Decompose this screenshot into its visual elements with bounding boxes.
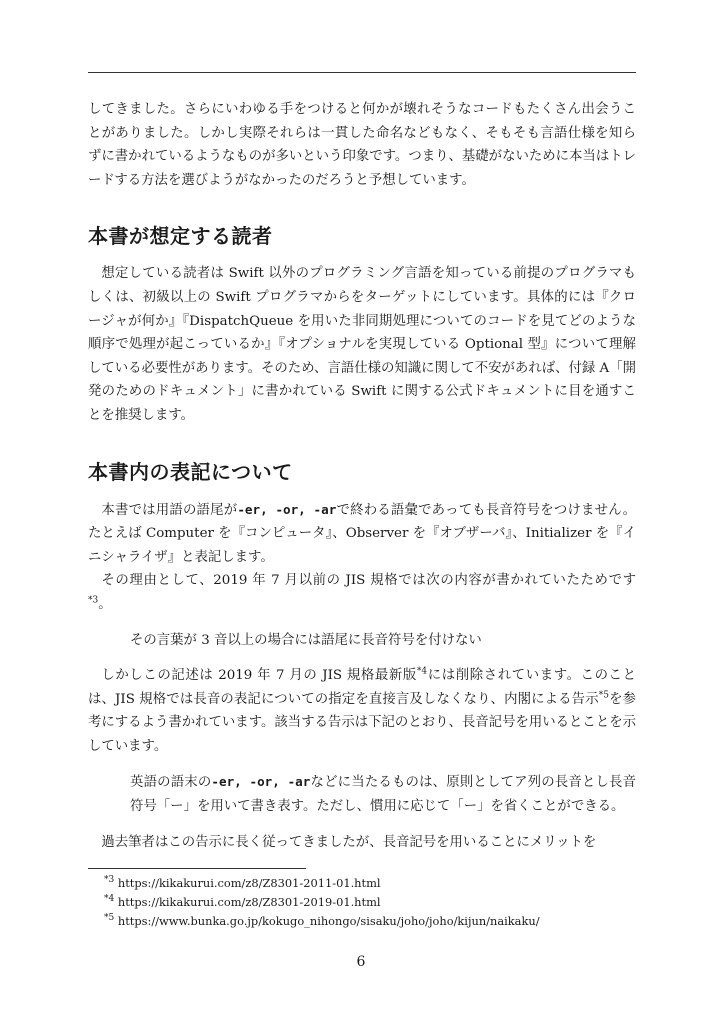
text-span: などに当たるものは、原則としてア列の長音とし長音符号「ー」を用いて書き表す。ただし、慣用に応じて「ー」を省くことができる。 bbox=[130, 775, 637, 815]
text-span: 本書では用語の語尾が bbox=[101, 502, 238, 518]
footnote-item bbox=[104, 912, 634, 931]
text-span: その理由として、2019 年 7 月以前の JIS 規格では次の内容が書かれていたためです bbox=[101, 573, 636, 589]
header-rule bbox=[88, 72, 636, 73]
footnote-url[interactable]: https://kikakurui.com/z8/Z8301-2011-01.html bbox=[117, 876, 381, 890]
page-body bbox=[88, 98, 636, 854]
footnote-mark: *4 bbox=[104, 894, 115, 905]
footnote-mark: *3 bbox=[104, 875, 115, 886]
notation-paragraph-3 bbox=[88, 664, 636, 758]
footnote-url[interactable]: https://www.bunka.go.jp/kokugo_nihongo/sisaku/joho/joho/kijun/naikaku/ bbox=[117, 914, 540, 928]
footnote-rule bbox=[88, 868, 306, 869]
notation-paragraph-4: 過去筆者はこの告示に長く従ってきましたが、長音記号を用いることにメリットを bbox=[101, 834, 597, 850]
readers-paragraph: 想定している読者は Swift 以外のプログラミング言語を知っている前提のプログラマもしくは、初級以上の Swift プログラマからをターゲットにしています。具体的には『クロージャが何か』『DispatchQueue を用いた非同期処理についてのコードを見てどのような順序で処理が起こっているか』『オプショナルを実現している Optional 型』について理解している必要性があります。そのため、言語仕様の知識に関して不安があれば、付録 A「開発のためのドキュメント」に書かれている Swift に関する公式ドキュメントに目を通すことを推奨します。 bbox=[88, 266, 636, 423]
text-span: しかしこの記述は 2019 年 7 月の JIS 規格最新版 bbox=[101, 668, 417, 684]
notation-paragraph-2 bbox=[88, 569, 636, 616]
page-number: 6 bbox=[356, 954, 366, 970]
text-span: 英語の語末の bbox=[130, 775, 212, 791]
footnote-ref[interactable]: *4 bbox=[416, 666, 428, 677]
text-span: 。 bbox=[98, 596, 112, 612]
footnote-ref[interactable]: *5 bbox=[598, 690, 609, 701]
text-span: には削除されています。このことは、JIS 規格では長音の表記についての指定を直接言及しなくなり、内閣による告示 bbox=[88, 668, 636, 707]
notation-paragraph-1 bbox=[88, 498, 636, 570]
blockquote-jis: その言葉が 3 音以上の場合には語尾に長音符号を付けない bbox=[130, 632, 482, 648]
footnote-mark: *5 bbox=[104, 913, 115, 924]
blockquote-cabinet-notice bbox=[88, 770, 636, 818]
text-span: で終わる語彙であっても長音符号をつけません。たとえば Computer を『コンピュータ』、Observer を『オブザーバ』、Initializer を『イニシャライザ』と表記します。 bbox=[88, 502, 637, 565]
inline-code: -er, -or, -ar bbox=[211, 774, 311, 790]
footnote-url[interactable]: https://kikakurui.com/z8/Z8301-2019-01.html bbox=[117, 895, 381, 909]
footnote-item bbox=[104, 874, 634, 893]
footnote-ref[interactable]: *3 bbox=[88, 595, 99, 606]
inline-code: -er, -or, -ar bbox=[237, 501, 337, 517]
section-heading-readers: 本書が想定する読者 bbox=[88, 224, 273, 249]
footnotes bbox=[104, 874, 634, 931]
text-span: を参考にするよう書かれています。該当する告示は下記のとおり、長音記号を用いるとことを示しています。 bbox=[88, 691, 636, 754]
footnote-item bbox=[104, 893, 634, 912]
intro-paragraph: してきました。さらにいわゆる手をつけると何かが壊れそうなコードもたくさん出会うことがありました。しかし実際それらは一貫した命名などもなく、そもそも言語仕様を知らずに書かれているようなものが多いという印象です。つまり、基礎がないために本当はトレードする方法を選びようがなかったのだろうと予想しています。 bbox=[88, 102, 636, 188]
section-heading-notation: 本書内の表記について bbox=[88, 459, 293, 484]
